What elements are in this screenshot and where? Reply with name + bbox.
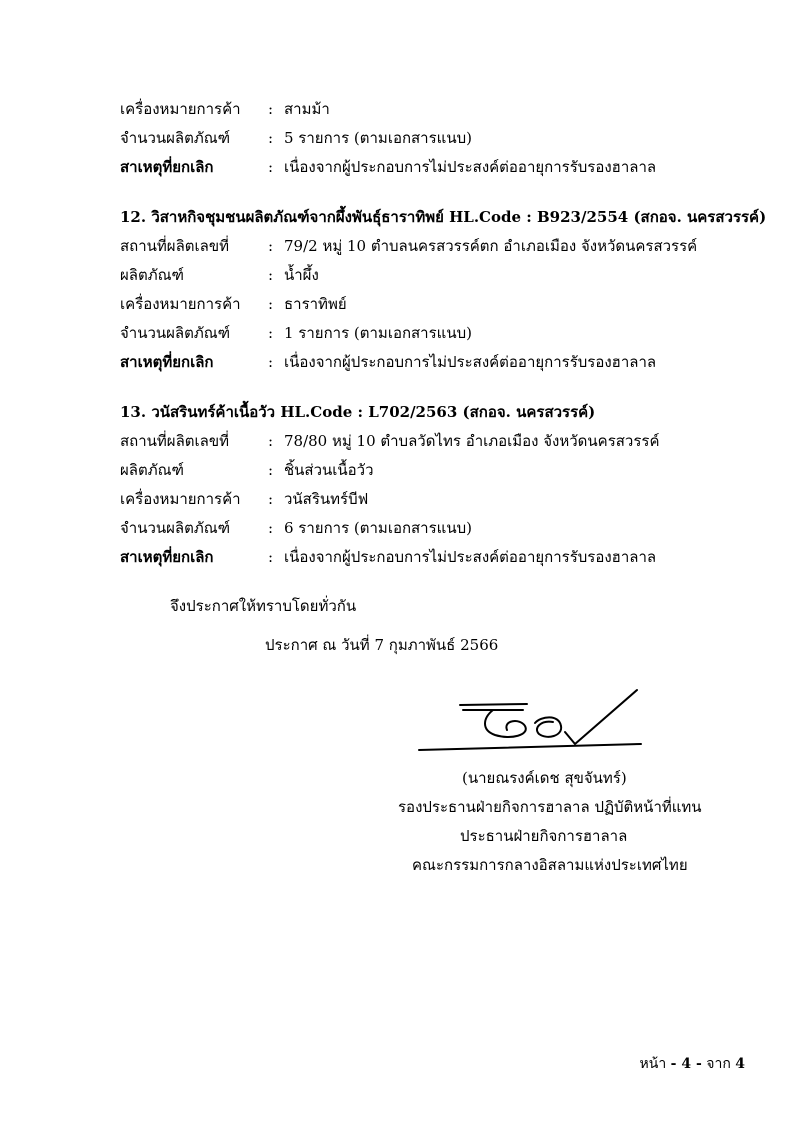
field-label: สถานที่ผลิตเลขที่: [120, 237, 229, 255]
field-row-count-11: [120, 128, 472, 148]
entry-heading-12: 12. วิสาหกิจชุมชนผลิตภัณฑ์จากผึ้งพันธุ์ธาราทิพย์ HL.Code : B923/2554 (สกอจ. นครสวรรค์): [120, 208, 767, 226]
field-separator: :: [268, 490, 274, 508]
page-total: 4: [735, 1056, 745, 1072]
page-number: [640, 1053, 745, 1075]
field-separator: :: [268, 158, 274, 176]
page-current: - 4 -: [670, 1056, 702, 1072]
field-row-count-12: [120, 323, 472, 343]
signatory-title-2: ประธานฝ่ายกิจการฮาลาล: [460, 827, 628, 845]
field-row-reason-13: [120, 547, 656, 567]
field-row-count-13: [120, 518, 472, 538]
field-value: วนัสรินทร์บีฟ: [284, 490, 369, 508]
field-row-trademark-12: [120, 294, 347, 314]
signatory-organization: คณะกรรมการกลางอิสลามแห่งประเทศไทย: [412, 856, 688, 874]
page-of-label: จาก: [706, 1056, 731, 1072]
field-separator: :: [268, 461, 274, 479]
field-value: 79/2 หมู่ 10 ตำบลนครสวรรค์ตก อำเภอเมือง จังหวัดนครสวรรค์: [284, 237, 698, 255]
signature-image: [415, 688, 645, 758]
field-row-product-12: [120, 265, 319, 285]
field-separator: :: [268, 100, 274, 118]
field-label: สาเหตุที่ยกเลิก: [120, 548, 214, 566]
signatory-title-1: รองประธานฝ่ายกิจการฮาลาล ปฏิบัติหน้าที่แทน: [398, 798, 702, 816]
field-row-reason-11: [120, 157, 656, 177]
field-label: จำนวนผลิตภัณฑ์: [120, 129, 231, 147]
field-label: สถานที่ผลิตเลขที่: [120, 432, 229, 450]
field-row-address-13: [120, 431, 660, 451]
field-label: สาเหตุที่ยกเลิก: [120, 353, 214, 371]
field-value: เนื่องจากผู้ประกอบการไม่ประสงค์ต่ออายุการรับรองฮาลาล: [284, 158, 657, 176]
field-row-address-12: [120, 236, 697, 256]
field-value: 6 รายการ (ตามเอกสารแนบ): [284, 519, 472, 537]
field-value: สามม้า: [284, 100, 330, 118]
field-row-trademark-11: [120, 99, 330, 119]
field-row-reason-12: [120, 352, 656, 372]
field-separator: :: [268, 324, 274, 342]
field-value: 5 รายการ (ตามเอกสารแนบ): [284, 129, 472, 147]
entry-heading-13: 13. วนัสรินทร์ค้าเนื้อวัว HL.Code : L702/2563 (สกอจ. นครสวรรค์): [120, 403, 596, 421]
field-separator: :: [268, 519, 274, 537]
field-separator: :: [268, 353, 274, 371]
field-separator: :: [268, 432, 274, 450]
field-value: เนื่องจากผู้ประกอบการไม่ประสงค์ต่ออายุการรับรองฮาลาล: [284, 353, 657, 371]
field-value: น้ำผึ้ง: [284, 266, 319, 284]
field-value: ชิ้นส่วนเนื้อวัว: [284, 461, 374, 479]
field-label: ผลิตภัณฑ์: [120, 266, 184, 284]
signatory-name: (นายณรงค์เดช สุขจันทร์): [462, 769, 627, 787]
field-separator: :: [268, 129, 274, 147]
field-value: 1 รายการ (ตามเอกสารแนบ): [284, 324, 472, 342]
field-separator: :: [268, 237, 274, 255]
field-label: เครื่องหมายการค้า: [120, 490, 241, 508]
field-label: สาเหตุที่ยกเลิก: [120, 158, 214, 176]
field-label: เครื่องหมายการค้า: [120, 100, 241, 118]
field-separator: :: [268, 266, 274, 284]
field-label: จำนวนผลิตภัณฑ์: [120, 324, 231, 342]
field-separator: :: [268, 295, 274, 313]
field-label: เครื่องหมายการค้า: [120, 295, 241, 313]
field-value: 78/80 หมู่ 10 ตำบลวัดไทร อำเภอเมือง จังหวัดนครสวรรค์: [284, 432, 660, 450]
field-row-trademark-13: [120, 489, 368, 509]
announcement-date: ประกาศ ณ วันที่ 7 กุมภาพันธ์ 2566: [265, 636, 499, 654]
field-value: ธาราทิพย์: [284, 295, 347, 313]
field-separator: :: [268, 548, 274, 566]
field-label: จำนวนผลิตภัณฑ์: [120, 519, 231, 537]
closing-notice: จึงประกาศให้ทราบโดยทั่วกัน: [170, 597, 357, 615]
field-value: เนื่องจากผู้ประกอบการไม่ประสงค์ต่ออายุการรับรองฮาลาล: [284, 548, 657, 566]
page-prefix: หน้า: [639, 1056, 667, 1072]
field-row-product-13: [120, 460, 374, 480]
field-label: ผลิตภัณฑ์: [120, 461, 184, 479]
